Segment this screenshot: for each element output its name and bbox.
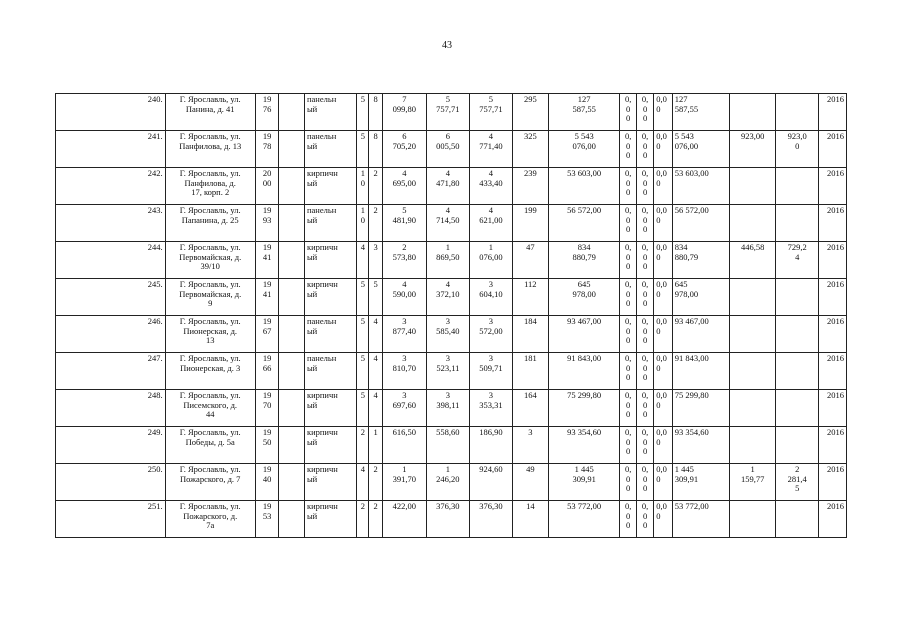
floors-cell: 5 (357, 316, 369, 353)
total-cost-cell: 127 587,55 (548, 94, 620, 131)
sum-cell: 834 880,79 (672, 242, 729, 279)
extra-unit-cell (776, 279, 819, 316)
residents-cell: 14 (512, 501, 548, 538)
build-year-cell: 19 40 (255, 464, 279, 501)
zero-cell: 0, 0 0 (620, 242, 636, 279)
empty-cell (279, 427, 305, 464)
completion-year-cell: 2016 (819, 205, 847, 242)
wall-material-cell: кирпичн ый (304, 427, 356, 464)
zero-cell: 0, 0 0 (620, 168, 636, 205)
entrances-cell: 4 (369, 353, 382, 390)
zero-cell: 0, 0 0 (620, 427, 636, 464)
zero-cell: 0, 0 0 (620, 353, 636, 390)
floors-cell: 5 (357, 131, 369, 168)
floors-cell: 5 (357, 353, 369, 390)
empty-cell (279, 168, 305, 205)
area-cell: 558,60 (426, 427, 469, 464)
build-year-cell: 19 78 (255, 131, 279, 168)
extra-cost-cell (730, 353, 776, 390)
floors-cell: 5 (357, 279, 369, 316)
total-area-cell: 2 573,80 (382, 242, 426, 279)
total-area-cell: 6 705,20 (382, 131, 426, 168)
extra-cost-cell (730, 316, 776, 353)
sum-cell: 53 772,00 (672, 501, 729, 538)
zero-cell: 0,0 0 (654, 94, 672, 131)
table-row (56, 501, 847, 538)
entrances-cell: 2 (369, 205, 382, 242)
wall-material-cell: кирпичн ый (304, 168, 356, 205)
total-area-cell: 5 481,90 (382, 205, 426, 242)
extra-cost-cell (730, 205, 776, 242)
address-cell: Г. Ярославль, ул. Первомайская, д. 9 (165, 279, 255, 316)
living-area-cell: 3 353,31 (469, 390, 512, 427)
floors-cell: 5 (357, 390, 369, 427)
total-area-cell: 7 099,80 (382, 94, 426, 131)
extra-unit-cell (776, 205, 819, 242)
zero-cell: 0, 0 0 (636, 464, 653, 501)
build-year-cell: 19 66 (255, 353, 279, 390)
entrances-cell: 2 (369, 464, 382, 501)
table-row (56, 168, 847, 205)
row-number: 246. (56, 316, 166, 353)
sum-cell: 53 603,00 (672, 168, 729, 205)
total-area-cell: 422,00 (382, 501, 426, 538)
entrances-cell: 4 (369, 316, 382, 353)
living-area-cell: 924,60 (469, 464, 512, 501)
completion-year-cell: 2016 (819, 94, 847, 131)
address-cell: Г. Ярославль, ул. Панина, д. 41 (165, 94, 255, 131)
total-area-cell: 3 877,40 (382, 316, 426, 353)
floors-cell: 2 (357, 427, 369, 464)
zero-cell: 0, 0 0 (636, 205, 653, 242)
zero-cell: 0, 0 0 (620, 279, 636, 316)
area-cell: 4 714,50 (426, 205, 469, 242)
entrances-cell: 5 (369, 279, 382, 316)
address-cell: Г. Ярославль, ул. Пожарского, д. 7 (165, 464, 255, 501)
wall-material-cell: панельн ый (304, 94, 356, 131)
extra-cost-cell (730, 501, 776, 538)
area-cell: 3 585,40 (426, 316, 469, 353)
table-row (56, 353, 847, 390)
zero-cell: 0, 0 0 (636, 94, 653, 131)
extra-cost-cell: 1 159,77 (730, 464, 776, 501)
row-number: 241. (56, 131, 166, 168)
zero-cell: 0,0 0 (654, 427, 672, 464)
total-area-cell: 616,50 (382, 427, 426, 464)
total-cost-cell: 93 467,00 (548, 316, 620, 353)
sum-cell: 1 445 309,91 (672, 464, 729, 501)
floors-cell: 1 0 (357, 205, 369, 242)
empty-cell (279, 353, 305, 390)
extra-unit-cell (776, 316, 819, 353)
address-cell: Г. Ярославль, ул. Победы, д. 5а (165, 427, 255, 464)
living-area-cell: 3 604,10 (469, 279, 512, 316)
build-year-cell: 19 93 (255, 205, 279, 242)
page-number: 43 (442, 40, 452, 51)
wall-material-cell: кирпичн ый (304, 279, 356, 316)
extra-cost-cell (730, 94, 776, 131)
residents-cell: 49 (512, 464, 548, 501)
row-number: 251. (56, 501, 166, 538)
row-number: 244. (56, 242, 166, 279)
living-area-cell: 4 771,40 (469, 131, 512, 168)
empty-cell (279, 464, 305, 501)
residents-cell: 47 (512, 242, 548, 279)
row-number: 250. (56, 464, 166, 501)
zero-cell: 0, 0 0 (636, 131, 653, 168)
extra-unit-cell (776, 427, 819, 464)
total-cost-cell: 75 299,80 (548, 390, 620, 427)
build-year-cell: 19 50 (255, 427, 279, 464)
living-area-cell: 1 076,00 (469, 242, 512, 279)
entrances-cell: 8 (369, 94, 382, 131)
extra-cost-cell (730, 427, 776, 464)
row-number: 248. (56, 390, 166, 427)
completion-year-cell: 2016 (819, 316, 847, 353)
zero-cell: 0,0 0 (654, 168, 672, 205)
completion-year-cell: 2016 (819, 279, 847, 316)
row-number: 249. (56, 427, 166, 464)
sum-cell: 5 543 076,00 (672, 131, 729, 168)
zero-cell: 0, 0 0 (636, 279, 653, 316)
build-year-cell: 19 67 (255, 316, 279, 353)
empty-cell (279, 501, 305, 538)
sum-cell: 93 467,00 (672, 316, 729, 353)
address-cell: Г. Ярославль, ул. Первомайская, д. 39/10 (165, 242, 255, 279)
zero-cell: 0,0 0 (654, 390, 672, 427)
address-cell: Г. Ярославль, ул. Пионерская, д. 13 (165, 316, 255, 353)
residents-cell: 164 (512, 390, 548, 427)
completion-year-cell: 2016 (819, 427, 847, 464)
sum-cell: 93 354,60 (672, 427, 729, 464)
housing-registry-table (55, 93, 847, 538)
entrances-cell: 8 (369, 131, 382, 168)
table-row (56, 464, 847, 501)
entrances-cell: 3 (369, 242, 382, 279)
total-cost-cell: 91 843,00 (548, 353, 620, 390)
zero-cell: 0, 0 0 (620, 131, 636, 168)
zero-cell: 0, 0 0 (636, 242, 653, 279)
entrances-cell: 2 (369, 168, 382, 205)
residents-cell: 184 (512, 316, 548, 353)
living-area-cell: 4 621,00 (469, 205, 512, 242)
zero-cell: 0, 0 0 (620, 464, 636, 501)
table-row (56, 94, 847, 131)
area-cell: 1 869,50 (426, 242, 469, 279)
floors-cell: 4 (357, 464, 369, 501)
total-cost-cell: 645 978,00 (548, 279, 620, 316)
empty-cell (279, 131, 305, 168)
address-cell: Г. Ярославль, ул. Пионерская, д. 3 (165, 353, 255, 390)
zero-cell: 0, 0 0 (620, 316, 636, 353)
completion-year-cell: 2016 (819, 242, 847, 279)
zero-cell: 0, 0 0 (636, 316, 653, 353)
total-cost-cell: 53 603,00 (548, 168, 620, 205)
completion-year-cell: 2016 (819, 168, 847, 205)
extra-cost-cell (730, 168, 776, 205)
residents-cell: 3 (512, 427, 548, 464)
sum-cell: 75 299,80 (672, 390, 729, 427)
completion-year-cell: 2016 (819, 390, 847, 427)
total-cost-cell: 834 880,79 (548, 242, 620, 279)
wall-material-cell: панельн ый (304, 131, 356, 168)
zero-cell: 0, 0 0 (636, 168, 653, 205)
total-cost-cell: 93 354,60 (548, 427, 620, 464)
sum-cell: 645 978,00 (672, 279, 729, 316)
row-number: 243. (56, 205, 166, 242)
entrances-cell: 4 (369, 390, 382, 427)
total-cost-cell: 53 772,00 (548, 501, 620, 538)
residents-cell: 239 (512, 168, 548, 205)
total-cost-cell: 1 445 309,91 (548, 464, 620, 501)
residents-cell: 112 (512, 279, 548, 316)
zero-cell: 0,0 0 (654, 131, 672, 168)
extra-unit-cell (776, 390, 819, 427)
wall-material-cell: панельн ый (304, 316, 356, 353)
empty-cell (279, 205, 305, 242)
row-number: 247. (56, 353, 166, 390)
extra-unit-cell (776, 168, 819, 205)
wall-material-cell: кирпичн ый (304, 501, 356, 538)
residents-cell: 325 (512, 131, 548, 168)
area-cell: 5 757,71 (426, 94, 469, 131)
empty-cell (279, 242, 305, 279)
extra-cost-cell: 923,00 (730, 131, 776, 168)
living-area-cell: 3 509,71 (469, 353, 512, 390)
extra-unit-cell: 2 281,4 5 (776, 464, 819, 501)
zero-cell: 0,0 0 (654, 316, 672, 353)
sum-cell: 91 843,00 (672, 353, 729, 390)
wall-material-cell: панельн ый (304, 353, 356, 390)
zero-cell: 0, 0 0 (620, 205, 636, 242)
zero-cell: 0,0 0 (654, 242, 672, 279)
total-cost-cell: 56 572,00 (548, 205, 620, 242)
living-area-cell: 376,30 (469, 501, 512, 538)
living-area-cell: 4 433,40 (469, 168, 512, 205)
zero-cell: 0,0 0 (654, 501, 672, 538)
entrances-cell: 1 (369, 427, 382, 464)
completion-year-cell: 2016 (819, 353, 847, 390)
address-cell: Г. Ярославль, ул. Папанина, д. 25 (165, 205, 255, 242)
completion-year-cell: 2016 (819, 131, 847, 168)
floors-cell: 2 (357, 501, 369, 538)
area-cell: 4 372,10 (426, 279, 469, 316)
empty-cell (279, 94, 305, 131)
table-row (56, 279, 847, 316)
empty-cell (279, 390, 305, 427)
entrances-cell: 2 (369, 501, 382, 538)
sum-cell: 127 587,55 (672, 94, 729, 131)
zero-cell: 0, 0 0 (620, 501, 636, 538)
row-number: 242. (56, 168, 166, 205)
table-row (56, 131, 847, 168)
zero-cell: 0,0 0 (654, 353, 672, 390)
floors-cell: 4 (357, 242, 369, 279)
extra-cost-cell (730, 279, 776, 316)
wall-material-cell: панельн ый (304, 205, 356, 242)
zero-cell: 0, 0 0 (636, 427, 653, 464)
completion-year-cell: 2016 (819, 501, 847, 538)
table-row (56, 316, 847, 353)
living-area-cell: 3 572,00 (469, 316, 512, 353)
residents-cell: 199 (512, 205, 548, 242)
extra-cost-cell: 446,58 (730, 242, 776, 279)
zero-cell: 0,0 0 (654, 279, 672, 316)
wall-material-cell: кирпичн ый (304, 464, 356, 501)
residents-cell: 295 (512, 94, 548, 131)
wall-material-cell: кирпичн ый (304, 242, 356, 279)
row-number: 245. (56, 279, 166, 316)
zero-cell: 0,0 0 (654, 205, 672, 242)
empty-cell (279, 316, 305, 353)
zero-cell: 0, 0 0 (620, 94, 636, 131)
total-area-cell: 4 695,00 (382, 168, 426, 205)
build-year-cell: 19 70 (255, 390, 279, 427)
living-area-cell: 186,90 (469, 427, 512, 464)
table-row (56, 390, 847, 427)
table-row (56, 242, 847, 279)
area-cell: 3 398,11 (426, 390, 469, 427)
extra-unit-cell: 923,0 0 (776, 131, 819, 168)
completion-year-cell: 2016 (819, 464, 847, 501)
empty-cell (279, 279, 305, 316)
extra-unit-cell (776, 501, 819, 538)
total-area-cell: 3 810,70 (382, 353, 426, 390)
area-cell: 4 471,80 (426, 168, 469, 205)
zero-cell: 0, 0 0 (636, 501, 653, 538)
total-area-cell: 3 697,60 (382, 390, 426, 427)
table-row (56, 205, 847, 242)
zero-cell: 0, 0 0 (636, 390, 653, 427)
table-row (56, 427, 847, 464)
total-cost-cell: 5 543 076,00 (548, 131, 620, 168)
total-area-cell: 1 391,70 (382, 464, 426, 501)
extra-cost-cell (730, 390, 776, 427)
sum-cell: 56 572,00 (672, 205, 729, 242)
zero-cell: 0,0 0 (654, 464, 672, 501)
address-cell: Г. Ярославль, ул. Писемского, д. 44 (165, 390, 255, 427)
wall-material-cell: кирпичн ый (304, 390, 356, 427)
area-cell: 1 246,20 (426, 464, 469, 501)
floors-cell: 5 (357, 94, 369, 131)
area-cell: 6 005,50 (426, 131, 469, 168)
floors-cell: 1 0 (357, 168, 369, 205)
extra-unit-cell (776, 353, 819, 390)
residents-cell: 181 (512, 353, 548, 390)
extra-unit-cell: 729,2 4 (776, 242, 819, 279)
area-cell: 376,30 (426, 501, 469, 538)
address-cell: Г. Ярославль, ул. Панфилова, д. 17, корп. 2 (165, 168, 255, 205)
build-year-cell: 19 41 (255, 279, 279, 316)
address-cell: Г. Ярославль, ул. Пожарского, д. 7а (165, 501, 255, 538)
row-number: 240. (56, 94, 166, 131)
build-year-cell: 19 76 (255, 94, 279, 131)
living-area-cell: 5 757,71 (469, 94, 512, 131)
build-year-cell: 19 41 (255, 242, 279, 279)
zero-cell: 0, 0 0 (620, 390, 636, 427)
build-year-cell: 20 00 (255, 168, 279, 205)
total-area-cell: 4 590,00 (382, 279, 426, 316)
build-year-cell: 19 53 (255, 501, 279, 538)
zero-cell: 0, 0 0 (636, 353, 653, 390)
extra-unit-cell (776, 94, 819, 131)
area-cell: 3 523,11 (426, 353, 469, 390)
address-cell: Г. Ярославль, ул. Панфилова, д. 13 (165, 131, 255, 168)
